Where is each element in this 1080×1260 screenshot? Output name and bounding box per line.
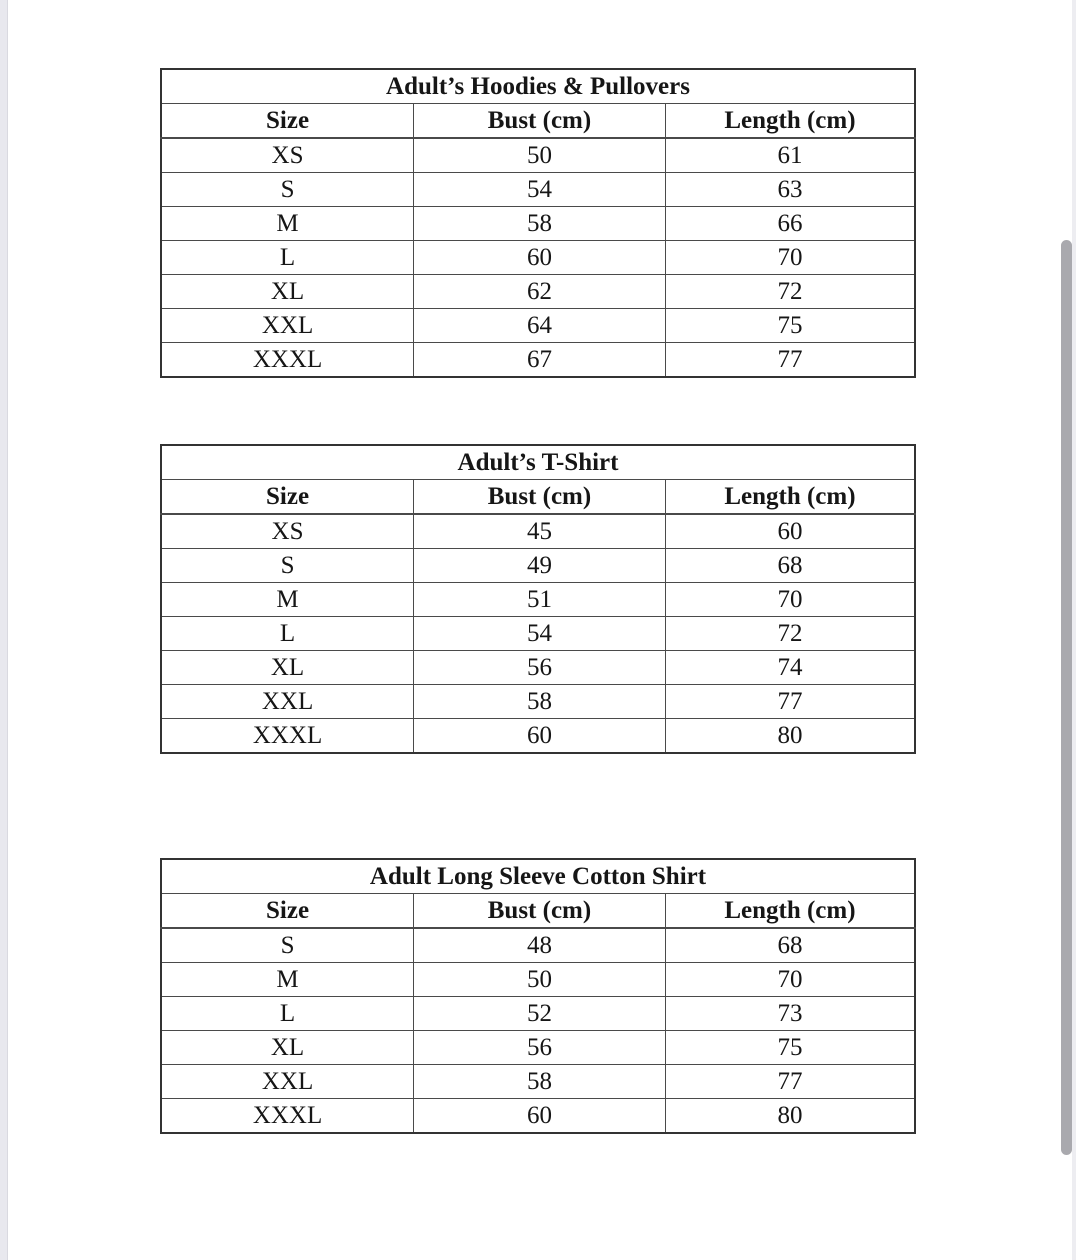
length-cell: 70 bbox=[665, 241, 915, 275]
table-row bbox=[161, 138, 915, 173]
size-cell: XL bbox=[161, 275, 414, 309]
size-cell: S bbox=[161, 549, 414, 583]
length-cell: 75 bbox=[665, 309, 915, 343]
length-cell: 72 bbox=[665, 275, 915, 309]
bust-cell: 60 bbox=[414, 241, 666, 275]
column-header-bust: Bust (cm) bbox=[414, 894, 666, 929]
table-title-row bbox=[161, 445, 915, 480]
column-header-bust: Bust (cm) bbox=[414, 480, 666, 515]
table-row bbox=[161, 963, 915, 997]
bust-cell: 54 bbox=[414, 617, 666, 651]
length-cell: 63 bbox=[665, 173, 915, 207]
bust-cell: 56 bbox=[414, 651, 666, 685]
bust-cell: 51 bbox=[414, 583, 666, 617]
bust-cell: 56 bbox=[414, 1031, 666, 1065]
length-cell: 70 bbox=[665, 963, 915, 997]
length-cell: 80 bbox=[665, 1099, 915, 1134]
size-table-hoodies-pullovers bbox=[160, 68, 916, 378]
size-cell: XL bbox=[161, 651, 414, 685]
column-header-length: Length (cm) bbox=[665, 104, 915, 139]
length-cell: 75 bbox=[665, 1031, 915, 1065]
bust-cell: 58 bbox=[414, 207, 666, 241]
length-cell: 73 bbox=[665, 997, 915, 1031]
bust-cell: 48 bbox=[414, 928, 666, 963]
length-cell: 77 bbox=[665, 343, 915, 378]
length-cell: 70 bbox=[665, 583, 915, 617]
bust-cell: 60 bbox=[414, 719, 666, 754]
table-row bbox=[161, 1065, 915, 1099]
size-cell: XS bbox=[161, 138, 414, 173]
column-header-size: Size bbox=[161, 104, 414, 139]
size-cell: M bbox=[161, 963, 414, 997]
table-row bbox=[161, 583, 915, 617]
table-row bbox=[161, 1031, 915, 1065]
bust-cell: 60 bbox=[414, 1099, 666, 1134]
size-cell: XXL bbox=[161, 1065, 414, 1099]
table-row bbox=[161, 275, 915, 309]
table-row bbox=[161, 173, 915, 207]
bust-cell: 64 bbox=[414, 309, 666, 343]
table-title: Adult Long Sleeve Cotton Shirt bbox=[161, 859, 915, 894]
size-cell: XXL bbox=[161, 309, 414, 343]
column-header-size: Size bbox=[161, 894, 414, 929]
size-cell: XS bbox=[161, 514, 414, 549]
bust-cell: 54 bbox=[414, 173, 666, 207]
table-row bbox=[161, 343, 915, 378]
bust-cell: 50 bbox=[414, 963, 666, 997]
length-cell: 72 bbox=[665, 617, 915, 651]
table-row bbox=[161, 309, 915, 343]
table-row bbox=[161, 514, 915, 549]
size-cell: L bbox=[161, 617, 414, 651]
column-header-length: Length (cm) bbox=[665, 480, 915, 515]
left-edge-strip bbox=[0, 0, 8, 1260]
size-cell: S bbox=[161, 173, 414, 207]
scrollbar-thumb[interactable] bbox=[1061, 240, 1072, 1155]
column-header-bust: Bust (cm) bbox=[414, 104, 666, 139]
size-cell: L bbox=[161, 997, 414, 1031]
size-cell: XXL bbox=[161, 685, 414, 719]
table-header-row bbox=[161, 894, 915, 929]
table-title-row bbox=[161, 69, 915, 104]
bust-cell: 49 bbox=[414, 549, 666, 583]
table-row bbox=[161, 549, 915, 583]
length-cell: 68 bbox=[665, 549, 915, 583]
length-cell: 77 bbox=[665, 685, 915, 719]
column-header-length: Length (cm) bbox=[665, 894, 915, 929]
size-cell: L bbox=[161, 241, 414, 275]
bust-cell: 67 bbox=[414, 343, 666, 378]
length-cell: 61 bbox=[665, 138, 915, 173]
length-cell: 60 bbox=[665, 514, 915, 549]
table-row bbox=[161, 928, 915, 963]
table-row bbox=[161, 685, 915, 719]
bust-cell: 62 bbox=[414, 275, 666, 309]
size-cell: M bbox=[161, 207, 414, 241]
bust-cell: 52 bbox=[414, 997, 666, 1031]
table-row bbox=[161, 651, 915, 685]
size-table-tshirt bbox=[160, 444, 916, 754]
length-cell: 74 bbox=[665, 651, 915, 685]
table-header-row bbox=[161, 104, 915, 139]
size-cell: XXXL bbox=[161, 1099, 414, 1134]
size-cell: XL bbox=[161, 1031, 414, 1065]
table-row bbox=[161, 997, 915, 1031]
length-cell: 80 bbox=[665, 719, 915, 754]
size-cell: XXXL bbox=[161, 343, 414, 378]
bust-cell: 50 bbox=[414, 138, 666, 173]
bust-cell: 58 bbox=[414, 685, 666, 719]
size-cell: S bbox=[161, 928, 414, 963]
table-row bbox=[161, 241, 915, 275]
size-table-long-sleeve-cotton-shirt bbox=[160, 858, 916, 1134]
length-cell: 66 bbox=[665, 207, 915, 241]
table-title-row bbox=[161, 859, 915, 894]
scrollbar-track[interactable] bbox=[1072, 0, 1076, 1260]
column-header-size: Size bbox=[161, 480, 414, 515]
table-row bbox=[161, 719, 915, 754]
size-cell: XXXL bbox=[161, 719, 414, 754]
table-title: Adult’s Hoodies & Pullovers bbox=[161, 69, 915, 104]
table-title: Adult’s T-Shirt bbox=[161, 445, 915, 480]
table-header-row bbox=[161, 480, 915, 515]
table-row bbox=[161, 1099, 915, 1134]
bust-cell: 58 bbox=[414, 1065, 666, 1099]
table-row bbox=[161, 617, 915, 651]
length-cell: 77 bbox=[665, 1065, 915, 1099]
length-cell: 68 bbox=[665, 928, 915, 963]
bust-cell: 45 bbox=[414, 514, 666, 549]
table-row bbox=[161, 207, 915, 241]
size-cell: M bbox=[161, 583, 414, 617]
